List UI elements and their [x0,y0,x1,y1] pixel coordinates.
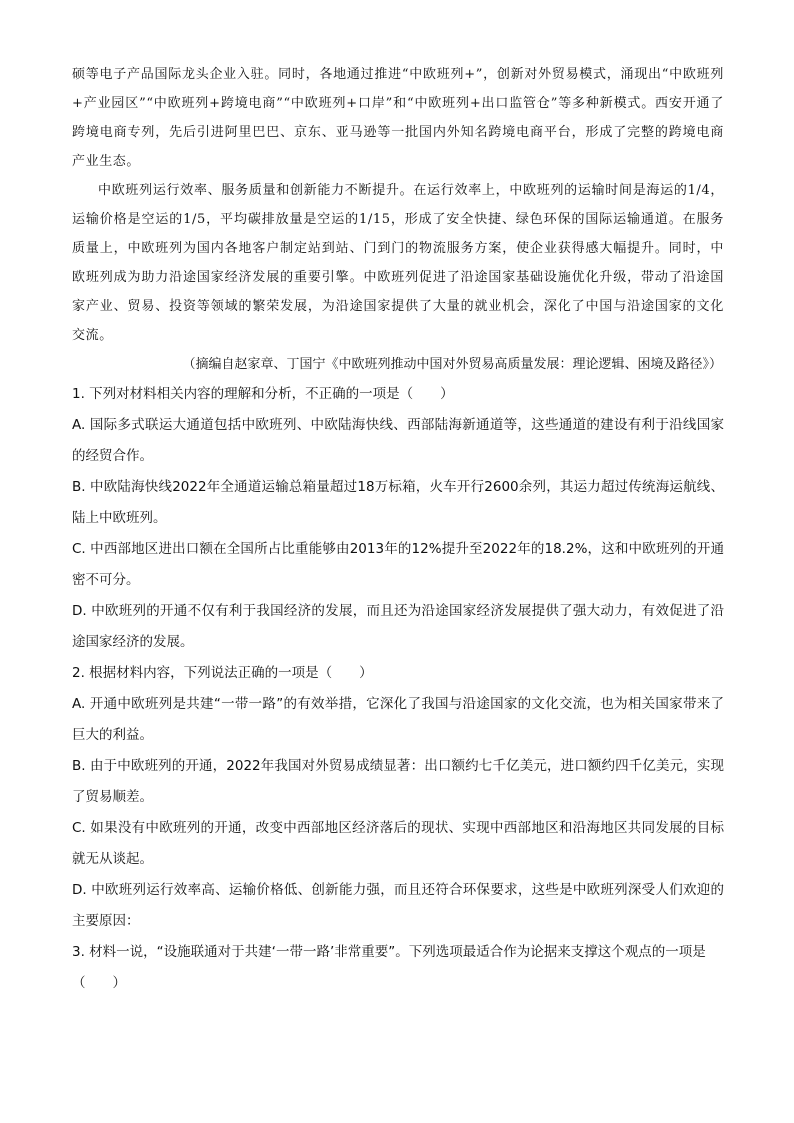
option-b: B. 由于中欧班列的开通，2022年我国对外贸易成绩显著：出口额约七千亿美元，进口额约四千亿美元，实现了贸易顺差。 [72,758,724,805]
option-c: C. 如果没有中欧班列的开通，改变中西部地区经济落后的现状、实现中西部地区和沿海地区共同发展的目标就无从谈起。 [72,820,724,867]
question-stem: 1. 下列对材料相关内容的理解和分析，不正确的一项是（ ） [72,386,454,402]
option-d: D. 中欧班列运行效率高、运输价格低、创新能力强，而且还符合环保要求，这些是中欧班列深受人们欢迎的主要原因： [72,882,724,929]
option-c: C. 中西部地区进出口额在全国所占比重能够由2013年的12%提升至2022年的18.2%，这和中欧班列的开通密不可分。 [72,541,724,588]
passage-paragraph-1: 硕等电子产品国际龙头企业入驻。同时，各地通过推进“中欧班列+”，创新对外贸易模式，涌现出“中欧班列+产业园区”“中欧班列+跨境电商”“中欧班列+口岸”和“中欧班列+出口监管仓”等多种新模式。西安开通了跨境电商专列，先后引进阿里巴巴、京东、亚马逊等一批国内外知名跨境电商平台，形成了完整的跨境电商产业生态。 [72,67,724,169]
question-1 [72,379,724,658]
option-a: A. 开通中欧班列是共建“一带一路”的有效举措，它深化了我国与沿途国家的文化交流，也为相关国家带来了巨大的利益。 [72,696,724,743]
question-stem: 3. 材料一说，“设施联通对于共建‘一带一路’非常重要”。下列选项最适合作为论据来支撑这个观点的一项是（ ） [72,944,706,991]
document-page [72,60,724,999]
question-2 [72,658,724,937]
passage-paragraph-2: 中欧班列运行效率、服务质量和创新能力不断提升。在运行效率上，中欧班列的运输时间是海运的1/4，运输价格是空运的1/5，平均碳排放量是空运的1/15，形成了安全快捷、绿色环保的国际运输通道。在服务质量上，中欧班列为国内各地客户制定站到站、门到门的物流服务方案，使企业获得感大幅提升。同时，中欧班列成为助力沿途国家经济发展的重要引擎。中欧班列促进了沿途国家基础设施优化升级，带动了沿途国家产业、贸易、投资等领域的繁荣发展，为沿途国家提供了大量的就业机会，深化了中国与沿途国家的文化交流。 [72,183,724,343]
option-d: D. 中欧班列的开通不仅有利于我国经济的发展，而且还为沿途国家经济发展提供了强大动力，有效促进了沿途国家经济的发展。 [72,603,724,650]
option-b: B. 中欧陆海快线2022年全通道运输总箱量超过18万标箱，火车开行2600余列，其运力超过传统海运航线、陆上中欧班列。 [72,479,724,526]
option-a: A. 国际多式联运大通道包括中欧班列、中欧陆海快线、西部陆海新通道等，这些通道的建设有利于沿线国家的经贸合作。 [72,417,724,464]
question-stem: 2. 根据材料内容，下列说法正确的一项是（ ） [72,665,373,681]
passage-source-citation: （摘编自赵家章、丁国宁《中欧班列推动中国对外贸易高质量发展：理论逻辑、困境及路径》） [182,357,722,372]
question-3 [72,937,724,999]
